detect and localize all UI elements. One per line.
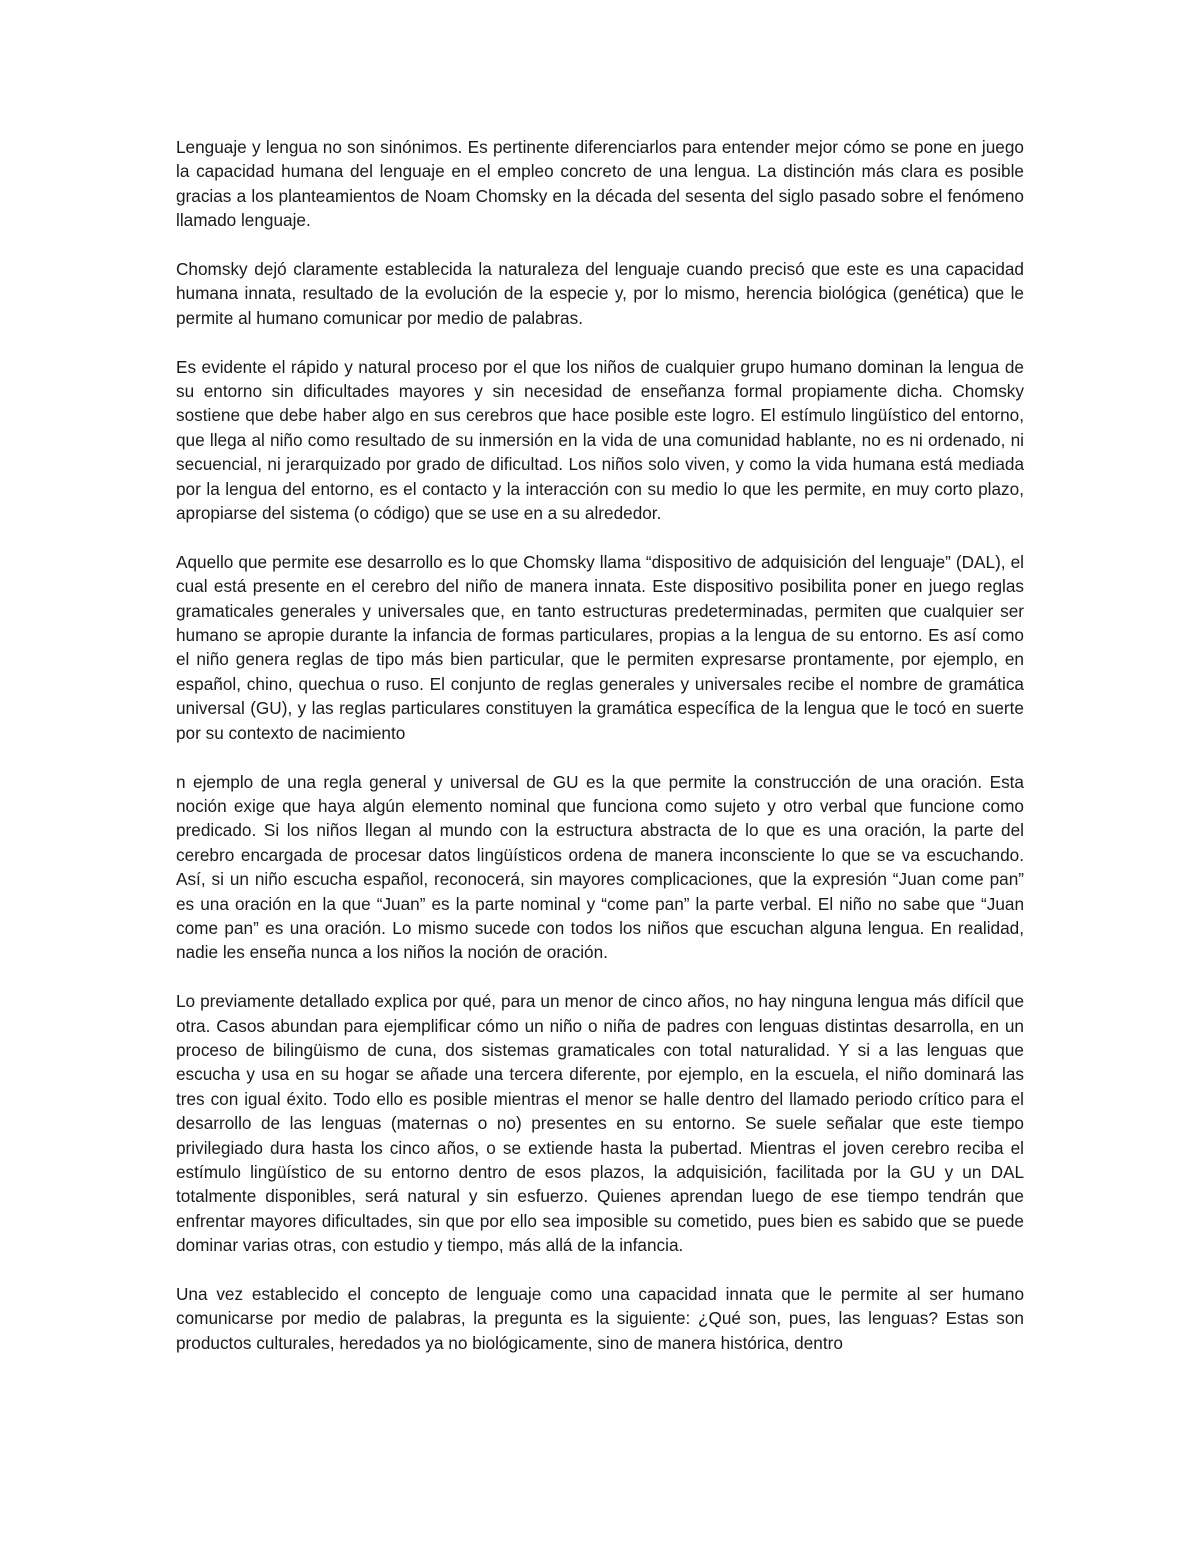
paragraph-7: Una vez establecido el concepto de lenguaje como una capacidad innata que le permite al ser humano comunicarse por medio de palabras, la pregunta es la siguiente: ¿Qué son, pues, las lenguas? Estas son productos culturales, heredados ya no biológicamente, sino de manera histórica, dentro <box>176 1284 1024 1353</box>
paragraph-5: n ejemplo de una regla general y universal de GU es la que permite la construcción de una oración. Esta noción exige que haya algún elemento nominal que funciona como sujeto y otro verbal que funcione como predicado. Si los niños llegan al mundo con la estructura abstracta de lo que es una oración, la parte del cerebro encargada de procesar datos lingüísticos ordena de manera inconsciente lo que se va escuchando. Así, si un niño escucha español, reconocerá, sin mayores complicaciones, que la expresión “Juan come pan” es una oración en la que “Juan” es la parte nominal y “come pan” la parte verbal. El niño no sabe que “Juan come pan” es una oración. Lo mismo sucede con todos los niños que escuchan alguna lengua. En realidad, nadie les enseña nunca a los niños la noción de oración. <box>176 771 1024 963</box>
paragraph-3: Es evidente el rápido y natural proceso por el que los niños de cualquier grupo humano dominan la lengua de su entorno sin dificultades mayores y sin necesidad de enseñanza formal propiamente dicha. Chomsky sostiene que debe haber algo en sus cerebros que hace posible este logro. El estímulo lingüístico del entorno, que llega al niño como resultado de su inmersión en la vida de una comunidad hablante, no es ni ordenado, ni secuencial, ni jerarquizado por grado de dificultad. Los niños solo viven, y como la vida humana está mediada por la lengua del entorno, es el contacto y la interacción con su medio lo que les permite, en muy corto plazo, apropiarse del sistema (o código) que se use en a su alrededor. <box>176 356 1024 524</box>
paragraph-6: Lo previamente detallado explica por qué, para un menor de cinco años, no hay ninguna lengua más difícil que otra. Casos abundan para ejemplificar cómo un niño o niña de padres con lenguas distintas desarrolla, en un proceso de bilingüismo de cuna, dos sistemas gramaticales con total naturalidad. Y si a las lenguas que escucha y usa en su hogar se añade una tercera diferente, por ejemplo, en la escuela, el niño dominará las tres con igual éxito. Todo ello es posible mientras el menor se halle dentro del llamado periodo crítico para el desarrollo de las lenguas (maternas o no) presentes en su entorno. Se suele señalar que este tiempo privilegiado dura hasta los cinco años, o se extiende hasta la pubertad. Mientras el joven cerebro reciba el estímulo lingüístico de su entorno dentro de esos plazos, la adquisición, facilitada por la GU y un DAL totalmente disponibles, será natural y sin esfuerzo. Quienes aprendan luego de ese tiempo tendrán que enfrentar mayores dificultades, sin que por ello sea imposible su cometido, pues bien es sabido que se puede dominar varias otras, con estudio y tiempo, más allá de la infancia. <box>176 991 1024 1256</box>
paragraph-1: Lenguaje y lengua no son sinónimos. Es pertinente diferenciarlos para entender mejor cómo se pone en juego la capacidad humana del lenguaje en el empleo concreto de una lengua. La distinción más clara es posible gracias a los planteamientos de Noam Chomsky en la década del sesenta del siglo pasado sobre el fenómeno llamado lenguaje. <box>176 137 1024 231</box>
paragraph-2: Chomsky dejó claramente establecida la naturaleza del lenguaje cuando precisó que este es una capacidad humana innata, resultado de la evolución de la especie y, por lo mismo, herencia biológica (genética) que le permite al humano comunicar por medio de palabras. <box>176 259 1024 328</box>
paragraph-4: Aquello que permite ese desarrollo es lo que Chomsky llama “dispositivo de adquisición del lenguaje” (DAL), el cual está presente en el cerebro del niño de manera innata. Este dispositivo posibilita poner en juego reglas gramaticales generales y universales que, en tanto estructuras predeterminadas, permiten que cualquier ser humano se apropie durante la infancia de formas particulares, propias a la lengua de su entorno. Es así como el niño genera reglas de tipo más bien particular, que le permiten expresarse prontamente, por ejemplo, en español, chino, quechua o ruso. El conjunto de reglas generales y universales recibe el nombre de gramática universal (GU), y las reglas particulares constituyen la gramática específica de la lengua que le tocó en suerte por su contexto de nacimiento <box>176 551 1024 743</box>
document-body <box>176 135 1024 1380</box>
